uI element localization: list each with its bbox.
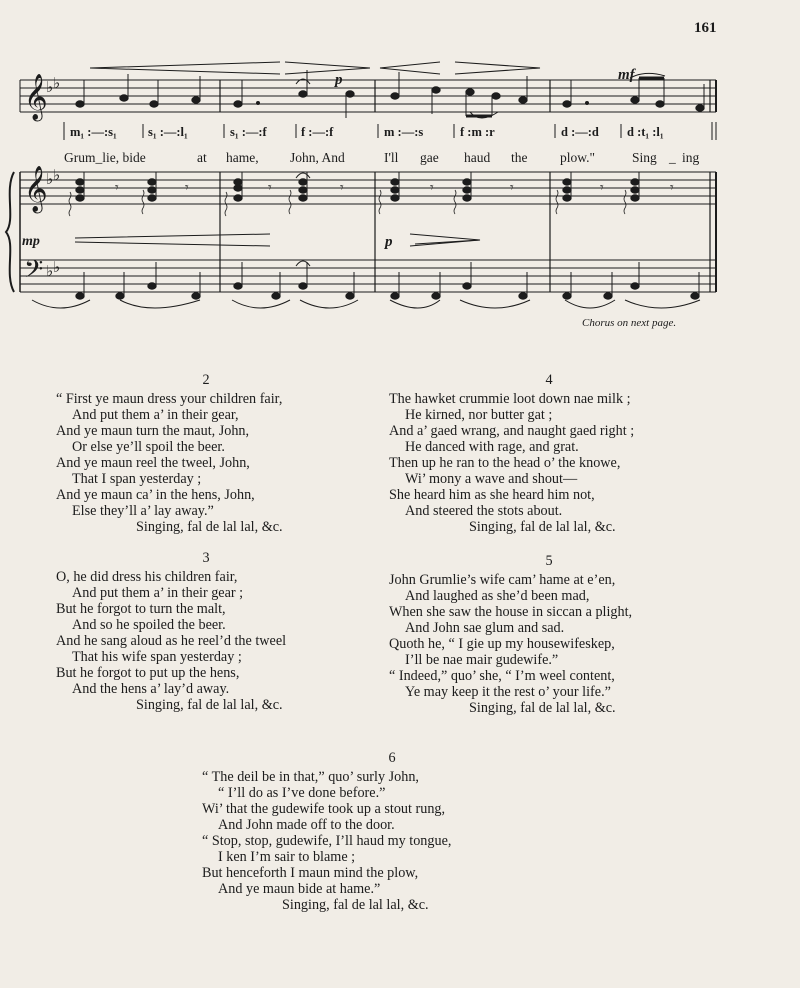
verse-line: Else they’ll a’ lay away.” (72, 503, 214, 519)
lyric: Sing (632, 150, 657, 165)
lyric: the (511, 150, 528, 165)
solfa-measure: d :t₁ :l₁ (627, 125, 664, 139)
verse-refrain: Singing, fal de lal lal, &c. (469, 700, 616, 716)
flat-icon: ♭ (53, 168, 61, 184)
verse-refrain: Singing, fal de lal lal, &c. (282, 897, 429, 913)
verse-line: Quoth he, “ I gie up my housewifeskep, (389, 636, 615, 652)
verse-line: And ye maun reel the tweel, John, (56, 455, 250, 471)
verse-line: That his wife span yesterday ; (72, 649, 242, 665)
verse-line: John Grumlie’s wife cam’ hame at e’en, (389, 572, 616, 588)
verse-number: 5 (545, 553, 553, 569)
flat-icon: ♭ (46, 80, 54, 96)
verse-line: And steered the stots about. (405, 503, 563, 519)
dynamic-p: p (335, 72, 343, 88)
dynamic-mp: mp (22, 234, 40, 249)
flat-icon: ♭ (53, 260, 61, 276)
verse-line: And put them a’ in their gear, (72, 407, 239, 423)
svg-text:𝄾: 𝄾 (510, 181, 514, 196)
flat-icon: ♭ (46, 264, 54, 280)
grand-staff-brace (6, 172, 14, 292)
verse-line: And laughed as she’d been mad, (405, 588, 590, 604)
verse-number: 3 (202, 550, 210, 566)
chorus-note: Chorus on next page. (582, 317, 677, 329)
verse-5 (389, 553, 709, 716)
treble-clef-icon: 𝄞 (24, 74, 48, 119)
solfa-measure: m :—:s (384, 125, 424, 139)
solfa-measure: m₁ :—:s₁ (70, 125, 117, 139)
lyric: John, And (290, 150, 345, 165)
vocal-notes (76, 70, 704, 118)
verse-line: And John made off to the door. (218, 817, 395, 833)
verse-refrain: Singing, fal de lal lal, &c. (469, 519, 616, 535)
lyric: ing (682, 150, 700, 165)
verse-line: Or else ye’ll spoil the beer. (72, 439, 225, 455)
page-number: 161 (694, 20, 717, 36)
verse-line: Then up he ran to the head o’ the knowe, (389, 455, 621, 471)
verse-line: But henceforth I maun mind the plow, (202, 865, 419, 881)
svg-text:𝄾: 𝄾 (185, 181, 189, 196)
treble-clef-icon: 𝄞 (24, 166, 48, 211)
verse-line: I’ll be nae mair gudewife.” (405, 652, 559, 668)
lyric: _ (669, 150, 676, 165)
verse-line: “ First ye maun dress your children fair, (56, 391, 283, 407)
verse-line: And he sang aloud as he reel’d the tweel (56, 633, 287, 649)
verse-line: “ I’ll do as I’ve done before.” (218, 785, 386, 801)
svg-text:𝄾: 𝄾 (430, 181, 434, 196)
verse-line: And the hens a’ lay’d away. (72, 681, 230, 697)
lyric: at (197, 150, 207, 165)
solfa-measure: s₁ :—:l₁ (148, 125, 188, 139)
verse-refrain: Singing, fal de lal lal, &c. (136, 519, 283, 535)
verse-line: And John sae glum and sad. (405, 620, 565, 636)
piano-treble-staff (20, 172, 716, 204)
verse-line: And ye maun turn the maut, John, (56, 423, 250, 439)
flat-icon: ♭ (46, 172, 54, 188)
verse-line: O, he did dress his children fair, (56, 569, 238, 585)
lyric: hame, (226, 150, 259, 165)
lyric: plow." (560, 150, 596, 165)
solfa-measure: s₁ :—:f (230, 125, 267, 139)
lyric: haud (464, 150, 491, 165)
bass-clef-icon: 𝄢 (24, 256, 44, 289)
dynamic-p2: p (385, 234, 393, 250)
verse-line: And a’ gaed wrang, and naught gaed right ; (389, 423, 635, 439)
arpeggio-marks (69, 190, 626, 216)
verse-3 (56, 550, 356, 713)
verse-number: 4 (545, 372, 553, 388)
verse-line: She heard him as she heard him not, (389, 487, 595, 503)
solfa-measure: f :—:f (301, 125, 334, 139)
verse-line: And ye maun bide at hame.” (218, 881, 381, 897)
verse-line: The hawket crummie loot down nae milk ; (389, 391, 631, 407)
solfa-measure: f :m :r (460, 125, 495, 139)
svg-text:𝄾: 𝄾 (600, 181, 604, 196)
verse-line: And put them a’ in their gear ; (72, 585, 244, 601)
verse-line: But he forgot to put up the hens, (56, 665, 240, 681)
verse-line: That I span yesterday ; (72, 471, 202, 487)
solfa-measure: d :—:d (561, 125, 599, 139)
verse-line: And so he spoiled the beer. (72, 617, 226, 633)
verse-number: 6 (388, 750, 396, 766)
verse-line: “ The deil be in that,” quo’ surly John, (202, 769, 419, 785)
verse-2 (56, 372, 356, 535)
verse-6 (202, 750, 542, 913)
verse-line: But he forgot to turn the malt, (56, 601, 226, 617)
verse-line: And ye maun ca’ in the hens, John, (56, 487, 255, 503)
clefs (24, 74, 60, 289)
verse-line: He kirned, nor butter gat ; (405, 407, 553, 423)
lyrics-row (64, 150, 700, 165)
svg-text:𝄾: 𝄾 (115, 181, 119, 196)
svg-text:𝄾: 𝄾 (268, 181, 272, 196)
verse-line: I ken I’m sair to blame ; (218, 849, 356, 865)
music-score (0, 0, 800, 340)
lyric: I'll (384, 150, 399, 165)
svg-text:𝄾: 𝄾 (340, 181, 344, 196)
lyric: gae (420, 150, 439, 165)
verse-line: “ Indeed,” quo’ she, “ I’m weel content, (389, 668, 615, 684)
verse-line: Wi’ that the gudewife took up a stout rung, (202, 801, 446, 817)
verse-4 (389, 372, 709, 535)
verse-line: He danced with rage, and grat. (405, 439, 579, 455)
dynamic-mf: mf (618, 67, 635, 83)
verse-line: When she saw the house in siccan a plight, (389, 604, 633, 620)
lyric: Grum_lie, bide (64, 150, 146, 165)
verse-number: 2 (202, 372, 210, 388)
flat-icon: ♭ (53, 76, 61, 92)
verse-refrain: Singing, fal de lal lal, &c. (136, 697, 283, 713)
piano-chords (76, 172, 639, 201)
solfa-row (70, 125, 664, 139)
verse-line: “ Stop, stop, gudewife, I’ll haud my tongue, (202, 833, 452, 849)
verse-line: Ye may keep it the rest o’ your life.” (405, 684, 611, 700)
verse-line: Wi’ mony a wave and shout— (405, 471, 578, 487)
svg-text:𝄾: 𝄾 (670, 181, 674, 196)
